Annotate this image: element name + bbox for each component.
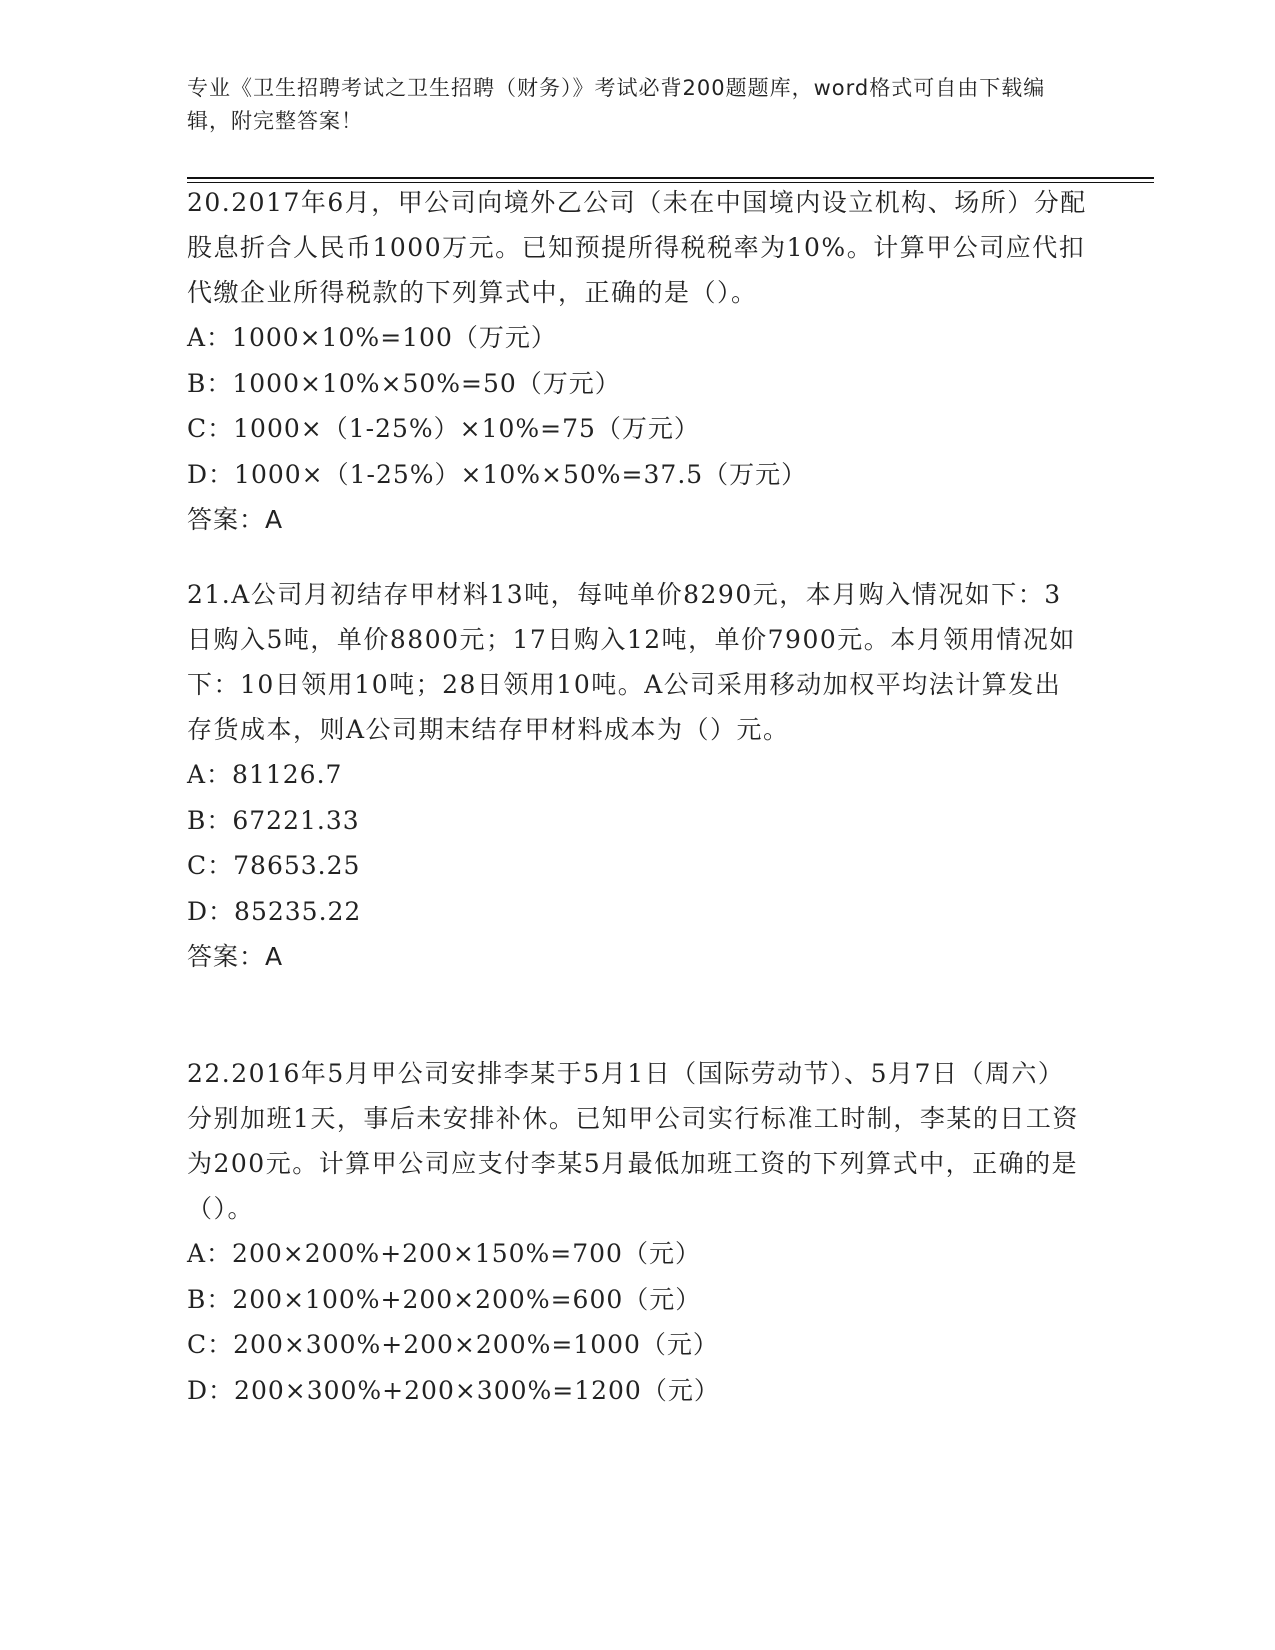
option-b: B：1000×10%×50%=50（万元） xyxy=(187,368,621,398)
question-stem: 21.A公司月初结存甲材料13吨，每吨单价8290元，本月购入情况如下：3日购入5吨，单价8800元；17日购入12吨，单价7900元。本月领用情况如下：10日领用10吨；28日领用10吨。A公司采用移动加权平均法计算发出存货成本，则A公司期末结存甲材料成本为（）元。 xyxy=(187,580,1076,744)
option-d: D：1000×（1-25%）×10%×50%=37.5（万元） xyxy=(187,459,808,489)
question-20 xyxy=(187,180,1087,543)
option-b: B：67221.33 xyxy=(187,805,360,835)
option-a: A：81126.7 xyxy=(187,760,343,789)
option-a: A：200×200%+200×150%=700（元） xyxy=(187,1239,701,1268)
option-d: D：200×300%+200×300%=1200（元） xyxy=(187,1375,720,1405)
option-c: C：200×300%+200×200%=1000（元） xyxy=(187,1330,719,1359)
question-stem: 20.2017年6月，甲公司向境外乙公司（未在中国境内设立机构、场所）分配股息折合人民币1000万元。已知预提所得税税率为10%。计算甲公司应代扣代缴企业所得税款的下列算式中，正确的是（）。 xyxy=(187,188,1087,307)
question-21 xyxy=(187,572,1087,980)
question-stem: 22.2016年5月甲公司安排李某于5月1日（国际劳动节）、5月7日（周六）分别加班1天，事后未安排补休。已知甲公司实行标准工时制，李某的日工资为200元。计算甲公司应支付李某5月最低加班工资的下列算式中，正确的是（）。 xyxy=(187,1059,1079,1223)
option-a: A：1000×10%=100（万元） xyxy=(187,323,557,352)
option-b: B：200×100%+200×200%=600（元） xyxy=(187,1284,702,1314)
option-d: D：85235.22 xyxy=(187,896,362,926)
document-header: 专业《卫生招聘考试之卫生招聘（财务）》考试必背200题题库，word格式可自由下载编辑，附完整答案！ xyxy=(187,76,1046,133)
question-22 xyxy=(187,1051,1087,1413)
answer: 答案：A xyxy=(187,942,284,971)
answer: 答案：A xyxy=(187,505,284,534)
option-c: C：1000×（1-25%）×10%=75（万元） xyxy=(187,414,700,443)
header-divider-thick xyxy=(187,177,1154,179)
option-c: C：78653.25 xyxy=(187,851,361,880)
